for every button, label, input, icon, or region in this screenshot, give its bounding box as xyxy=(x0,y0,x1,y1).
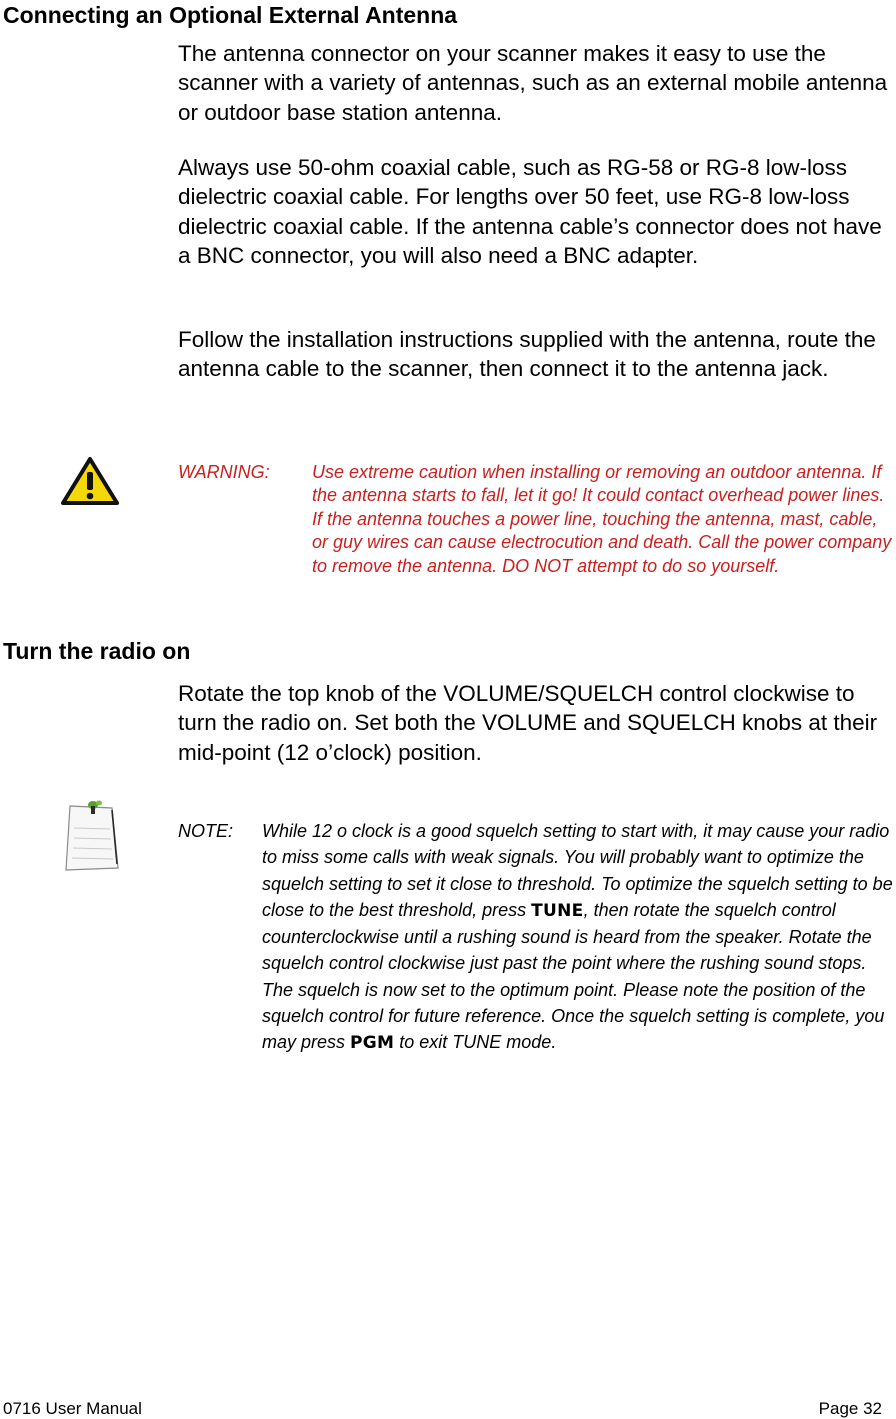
footer-manual-title: 0716 User Manual xyxy=(3,1399,142,1418)
footer-page-number: Page 32 xyxy=(818,1399,882,1418)
note-text-part-1: While 12 o clock is a good squelch setting to start with, it may cause your radio to miss some calls with weak signals. You will probably want to optimize the squelch setting to set it close to threshold. To optimize the squelch setting to be close to the best threshold, press xyxy=(262,821,893,920)
warning-triangle-icon xyxy=(60,456,120,506)
note-text-part-2: , then rotate the squelch control counterclockwise until a rushing sound is heard from the speaker. Rotate the squelch control clockwise just past the point where the rushing sound stops. The squelch is now set to the optimum point. Please note the position of the squelch control for future reference. Once the squelch setting is complete, you may press xyxy=(262,899,885,1053)
section-heading-external-antenna: Connecting an Optional External Antenna xyxy=(3,2,458,28)
note-paper-icon xyxy=(60,798,120,872)
note-text-part-3: to exit TUNE mode. xyxy=(394,1032,557,1053)
paragraph-turn-radio-on: Rotate the top knob of the VOLUME/SQUELCH control clockwise to turn the radio on. Set both the VOLUME and SQUELCH knobs at their mid-point (12 o’clock) position. xyxy=(178,681,878,765)
pgm-key-label: PGM xyxy=(350,1033,395,1054)
warning-text: Use extreme caution when installing or removing an outdoor antenna. If the antenna starts to fall, let it go! It could contact overhead power lines. If the antenna touches a power line, touching the antenna, mast, cable, or guy wires can cause electrocution and death. Call the power company to remove the antenna. DO NOT attempt to do so yourself. xyxy=(312,462,892,576)
note-label: NOTE: xyxy=(178,821,234,841)
tune-key-label: TUNE xyxy=(531,900,584,921)
warning-label: WARNING: xyxy=(178,462,270,482)
paragraph-coaxial-cable: Always use 50-ohm coaxial cable, such as RG-58 or RG-8 low-loss dielectric coaxial cable. For lengths over 50 feet, use RG-8 low-loss dielectric coaxial cable. If the antenna cable’s connector does not have a BNC connector, you will also need a BNC adapter. xyxy=(178,155,882,269)
note-text xyxy=(262,818,894,1057)
paragraph-antenna-connector: The antenna connector on your scanner makes it easy to use the scanner with a variety of antennas, such as an external mobile antenna or outdoor base station antenna. xyxy=(178,41,888,125)
section-heading-turn-radio-on: Turn the radio on xyxy=(3,638,191,664)
paragraph-installation: Follow the installation instructions supplied with the antenna, route the antenna cable to the scanner, then connect it to the antenna jack. xyxy=(178,327,876,382)
